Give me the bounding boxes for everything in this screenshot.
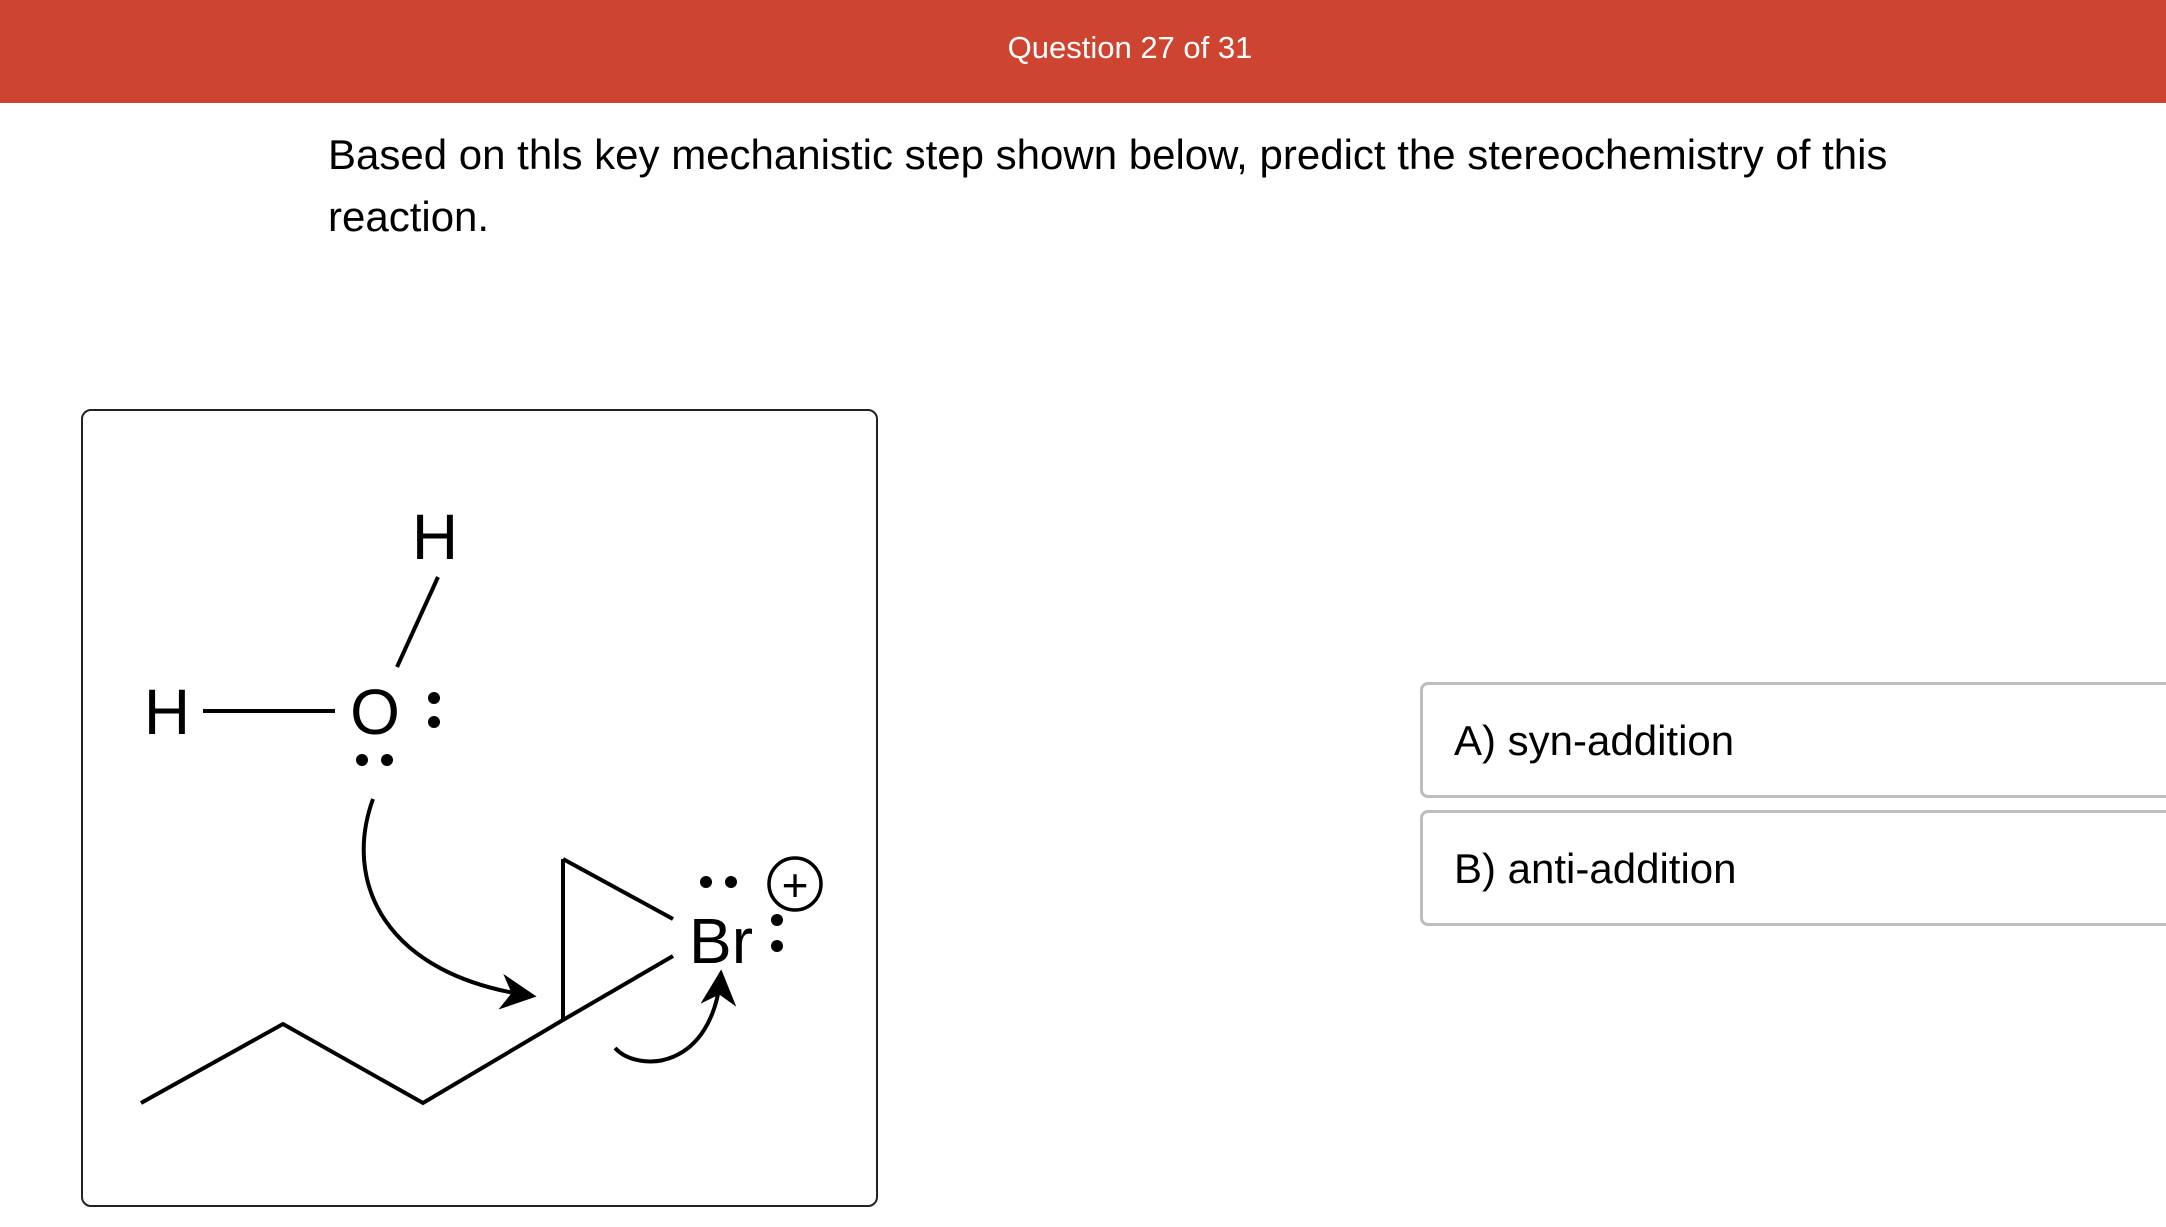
nucleophilic-attack-arrow: [364, 799, 533, 996]
positive-charge-sign: +: [781, 859, 809, 911]
oh-bond-top: [397, 577, 438, 667]
bromonium-ring-bond: [563, 859, 673, 919]
answer-option-b[interactable]: [1420, 810, 2166, 926]
water-oxygen: O: [350, 676, 400, 748]
mechanism-drawing: [83, 411, 880, 1209]
water-hydrogen-left: H: [143, 676, 191, 748]
bromine-lone-pair-dot: [771, 940, 783, 952]
bromine-lone-pair-dot: [700, 876, 712, 888]
oxygen-lone-pair-dot: [356, 754, 368, 766]
bromine-atom: Br: [689, 905, 753, 977]
alkyl-chain: [141, 1020, 563, 1103]
question-prompt: Based on thls key mechanistic step shown below, predict the stereochemistry of this reaction.: [328, 131, 1888, 240]
mechanism-figure: [81, 409, 878, 1207]
oxygen-lone-pair-dot: [381, 754, 393, 766]
question-counter: Question 27 of 31: [1007, 30, 1253, 65]
answer-option-b-label: B) anti-addition: [1454, 845, 1737, 892]
water-hydrogen-top: H: [411, 501, 459, 573]
bond-breaking-arrow: [615, 973, 721, 1061]
header-bar: [0, 0, 2166, 103]
bromine-lone-pair-dot: [725, 876, 737, 888]
bromonium-ring-bond: [563, 956, 673, 1020]
bromine-lone-pair-dot: [771, 914, 783, 926]
answer-option-a-label: A) syn-addition: [1454, 717, 1735, 764]
answer-option-a[interactable]: [1420, 682, 2166, 798]
oxygen-lone-pair-dot: [428, 716, 440, 728]
oxygen-lone-pair-dot: [428, 692, 440, 704]
